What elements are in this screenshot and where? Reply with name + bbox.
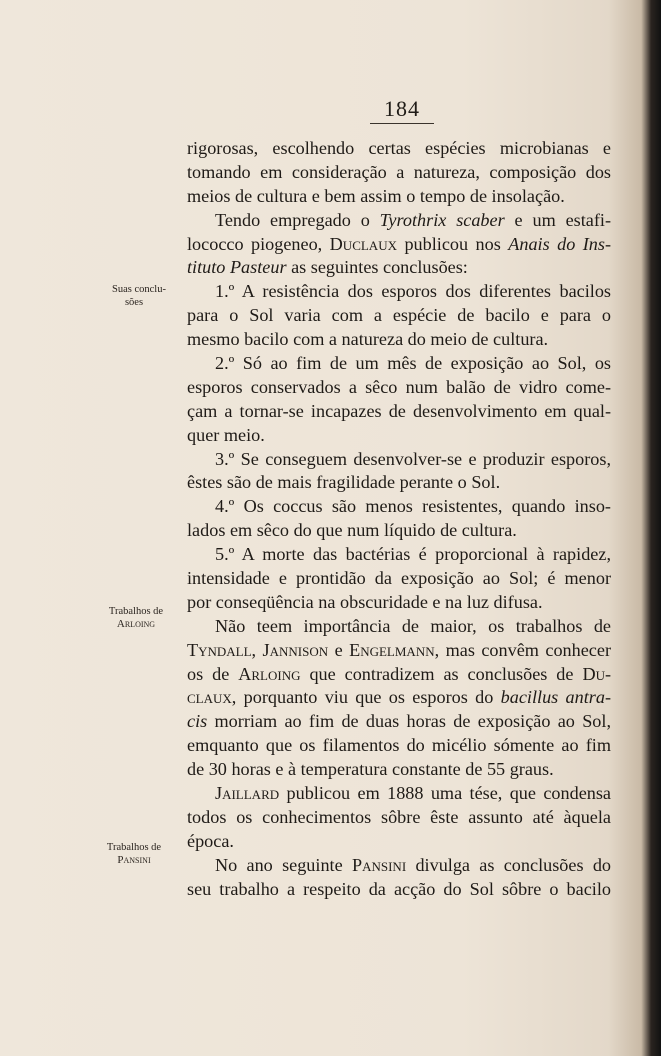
margin-note-line: Arloing	[116, 618, 156, 630]
text-line: çam a tornar-se incapazes de desenvolvimento em qual-	[187, 400, 611, 421]
text-line: esporos conservados a sêco num balão de vidro come-	[187, 376, 611, 397]
text-line: lococco piogeneo, Duclaux publicou nos Anais do Ins-	[187, 233, 612, 254]
text-line: tituto Pasteur as seguintes conclusões:	[187, 257, 468, 278]
page-number: 184	[384, 96, 420, 121]
text-line: Tendo empregado o Tyrothrix scaber e um estafi-	[215, 209, 612, 230]
text-line: 5.º A morte das bactérias é proporcional à rapidez,	[215, 544, 611, 565]
text-line: quer meio.	[187, 424, 265, 445]
text-line: 3.º Se conseguem desenvolver-se e produzir esporos,	[215, 448, 611, 469]
text-line: Tyndall, Jannison e Engelmann, mas convêm conhecer	[187, 639, 612, 660]
text-line: todos os conhecimentos sôbre êste assunto até àquela	[187, 806, 611, 827]
margin-note-line: sões	[124, 297, 144, 308]
header-rule	[370, 123, 434, 124]
text-line: meios de cultura e bem assim o tempo de insolação.	[187, 185, 565, 206]
text-line: lados em sêco do que num líquido de cultura.	[187, 520, 517, 541]
text-line: seu trabalho a respeito da acção do Sol sôbre o bacilo	[187, 878, 611, 899]
text-line: rigorosas, escolhendo certas espécies microbianas e	[187, 138, 611, 158]
margin-note-line: Trabalhos de	[108, 606, 164, 617]
text-line: de 30 horas e à temperatura constante de 55 graus.	[187, 759, 554, 780]
margin-note-arloing	[94, 605, 178, 631]
text-line: 4.º Os coccus são menos resistentes, quando inso-	[215, 496, 611, 517]
text-line: 2.º Só ao fim de um mês de exposição ao Sol, os	[215, 353, 611, 374]
text-line: por conseqüência na obscuridade e na luz difusa.	[187, 591, 543, 612]
text-line: êstes são de mais fragilidade perante o Sol.	[187, 472, 501, 493]
text-line: intensidade e prontidão da exposição ao Sol; é menor	[187, 568, 611, 589]
margin-note-line: Suas conclu-	[112, 284, 166, 295]
text-line: tomando em consideração a natureza, composição dos	[187, 161, 611, 182]
text-line: mesmo bacilo com a natureza do meio de cultura.	[187, 329, 549, 350]
text-line: No ano seguinte Pansini divulga as conclusões do	[215, 854, 612, 875]
margin-note-pansini	[92, 841, 176, 867]
text-line: Não teem importância de maior, os trabalhos de	[215, 615, 611, 636]
text-line: época.	[187, 830, 234, 851]
text-line: os de Arloing que contradizem as conclusões de Du-	[187, 663, 612, 684]
text-line: Jaillard publicou em 1888 uma tése, que condensa	[215, 783, 612, 804]
margin-note-conclusoes	[100, 283, 178, 309]
body-text	[187, 137, 611, 902]
text-line: 1.º A resistência dos esporos dos diferentes bacilos	[215, 281, 611, 302]
text-line: para o Sol varia com a espécie de bacilo e para o	[187, 305, 611, 326]
text-line: cis morriam ao fim de duas horas de exposição ao Sol,	[187, 711, 611, 732]
text-line: emquanto que os filamentos do micélio sómente ao fim	[187, 735, 611, 756]
margin-note-line: Trabalhos de	[106, 842, 162, 853]
margin-note-line: Pansini	[117, 854, 151, 866]
text-line: claux, porquanto viu que os esporos do bacillus antra-	[187, 687, 612, 708]
